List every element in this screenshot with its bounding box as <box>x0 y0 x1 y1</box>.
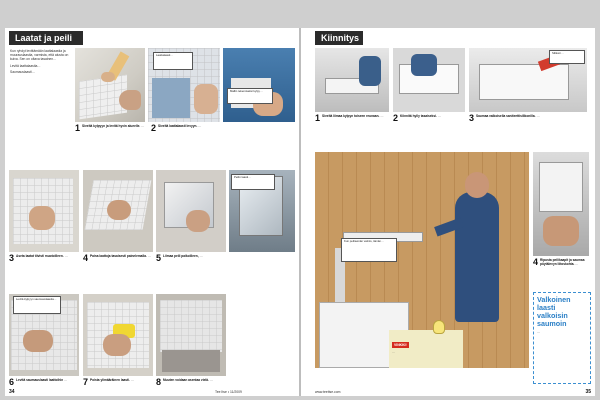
caption-right-3: 3 Saumaa valkoisella saniteettisilikonilla. … <box>469 114 540 123</box>
photo-step-1 <box>75 48 145 122</box>
photo-step-4 <box>83 170 153 252</box>
intro-paragraph: Kun ryhdyt levittämään laattalaastia ja muurauslaastia, varmista, että alusta on kuiva. Sen on oltava tasainen… <box>10 49 69 62</box>
magazine-spread <box>5 28 595 396</box>
info-box-valkoinen <box>533 292 591 384</box>
photo-right-4 <box>533 152 589 256</box>
photo-step-2b <box>223 48 295 122</box>
info-box-text: … <box>537 330 541 334</box>
tip-text: … <box>392 350 396 354</box>
caption-right-2: 2 Kiinnitä hylly tasaiseksi. … <box>393 114 441 123</box>
right-page <box>301 28 595 396</box>
section-title-kiinnitys: Kiinnitys <box>315 31 363 45</box>
section-title-laatat: Laatat ja peili <box>9 31 83 45</box>
intro-paragraph: Levitä laattalaastia… <box>10 63 41 68</box>
page-number-left: 34 <box>9 389 15 395</box>
info-box-title: Valkoinen laasti valkoisin saumoin <box>537 295 571 328</box>
photo-step-5 <box>156 170 226 252</box>
page-footer-right: www.teeitse.com <box>315 390 341 394</box>
photo-step-8 <box>156 294 226 376</box>
caption-step-5: 5 Liimaa peili paikoilleen, … <box>156 254 203 263</box>
caption-step-3: 3 Aseta laatat tiivisti muotoilleen. … <box>9 254 68 263</box>
caption-step-4: 4 Paina laattoja tasaisesti painelemalla. … <box>83 254 151 263</box>
caption-step-6: 6 Levitä saumauslaasti laattoihin … <box>9 378 68 387</box>
left-page <box>5 28 299 396</box>
caption-right-1: 1 Siveltä liimaa kylpyn toiseen reunaan. … <box>315 114 384 123</box>
note-peiliseina: Kun peiliseinän valmis, tämän… <box>341 238 397 262</box>
tip-label: VINKKI! <box>394 343 407 347</box>
caption-step-2: 2 Siveltä laattalaasti levyyn. … <box>151 124 202 133</box>
intro-paragraph: Saumauslaasti… <box>10 69 35 74</box>
photo-right-1 <box>315 48 389 112</box>
note-peilin: Peilin laasti… <box>231 174 275 190</box>
lightbulb-icon <box>433 320 445 334</box>
caption-step-1: 1 Siveltä kylpyyn ja levitä hyvin alueelle. … <box>75 124 145 133</box>
page-footer-left: Tee Itse • 11/2009 <box>215 390 242 394</box>
note-mallin: Mallin tekemiseksi kylpy… <box>227 88 273 104</box>
caption-right-4: 4 Ripusta peilikaapit ja saumaa pöytälevyn liitoskohta. … <box>533 258 585 267</box>
photo-step-3 <box>9 170 79 252</box>
note-saumaus: Levitä kylpyyn saumauslaastia… <box>13 296 61 314</box>
tip-box <box>389 330 463 368</box>
caption-step-8: 8 Muuten voidaan asentaa vielä. … <box>156 378 213 387</box>
photo-step-7 <box>83 294 153 376</box>
intro-text <box>10 49 72 159</box>
caption-step-7: 7 Poista ylimääräinen laasti. … <box>83 378 134 387</box>
note-laattalaasti: Laattalaasti… <box>153 52 193 70</box>
photo-right-2 <box>393 48 465 112</box>
page-number-right: 35 <box>585 389 591 395</box>
note-silikoni: Silikoni… <box>549 50 585 64</box>
